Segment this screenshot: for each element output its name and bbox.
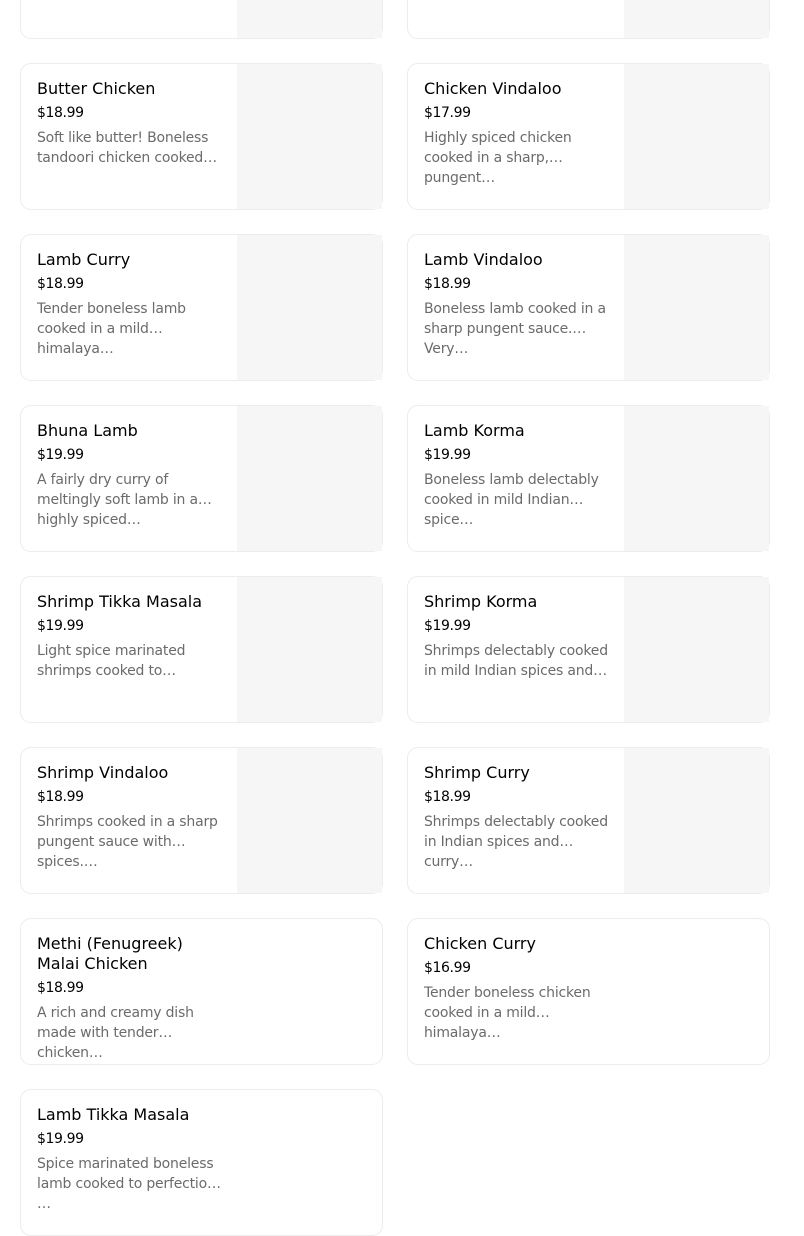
menu-item-title: Lamb Korma	[424, 421, 525, 440]
menu-item-card[interactable]	[20, 1089, 383, 1236]
menu-item-description: A fairly dry curry of meltingly soft lamb in a highly spiced…	[37, 472, 198, 528]
menu-item-card[interactable]	[20, 234, 383, 381]
menu-item-price: $17.99	[424, 105, 471, 121]
menu-item-price: $18.99	[37, 980, 84, 996]
menu-item-image	[237, 577, 382, 722]
menu-item-image	[237, 235, 382, 380]
menu-item-description: Shrimps delectably cooked in Indian spices and curry…	[424, 814, 608, 870]
menu-item-card[interactable]	[407, 576, 770, 723]
menu-item-image	[624, 406, 769, 551]
menu-item-price: $19.99	[424, 447, 471, 463]
menu-item-price: $19.99	[37, 447, 84, 463]
menu-item-title: Shrimp Tikka Masala	[37, 592, 203, 611]
menu-item-title: Lamb Vindaloo	[424, 250, 543, 269]
menu-item-title: Chicken Vindaloo	[424, 79, 562, 98]
menu-item-card[interactable]	[20, 0, 383, 39]
menu-item-card[interactable]	[20, 747, 383, 894]
menu-item-title: Shrimp Vindaloo	[37, 763, 169, 782]
menu-item-image	[237, 0, 382, 38]
menu-item-description: Soft like butter! Boneless tandoori chicken cooked…	[37, 130, 217, 166]
menu-item-image	[624, 748, 769, 893]
menu-item-card[interactable]	[407, 918, 770, 1065]
menu-item-card[interactable]	[407, 234, 770, 381]
menu-item-card[interactable]	[407, 747, 770, 894]
menu-item-card[interactable]	[407, 405, 770, 552]
menu-item-price: $16.99	[424, 960, 471, 976]
menu-item-card[interactable]	[407, 63, 770, 210]
menu-item-image	[624, 577, 769, 722]
menu-item-description: Boneless lamb cooked in a sharp pungent sauce. Very…	[424, 301, 606, 357]
menu-item-title: Methi (Fenugreek) Malai Chicken	[37, 934, 183, 973]
menu-item-description: Boneless lamb delectably cooked in mild Indian spice…	[424, 472, 599, 528]
menu-item-title: Bhuna Lamb	[37, 421, 138, 440]
menu-item-description: Shrimps delectably cooked in mild Indian spices and…	[424, 643, 608, 679]
menu-item-description: A rich and creamy dish made with tender chicken…	[37, 1005, 194, 1061]
menu-item-price: $18.99	[424, 276, 471, 292]
menu-item-title: Shrimp Korma	[424, 592, 538, 611]
menu-item-description: Highly spiced chicken cooked in a sharp, pungent…	[424, 130, 572, 186]
menu-item-price: $18.99	[424, 789, 471, 805]
menu-item-image	[237, 64, 382, 209]
menu-item-card[interactable]	[20, 63, 383, 210]
menu-item-description: Spice marinated boneless lamb cooked to perfection …	[37, 1156, 216, 1212]
menu-item-price: $18.99	[37, 789, 84, 805]
menu-item-card[interactable]	[20, 576, 383, 723]
menu-item-image	[624, 235, 769, 380]
menu-item-image	[624, 64, 769, 209]
menu-item-price: $19.99	[37, 1131, 84, 1147]
menu-item-description: Shrimps cooked in a sharp pungent sauce with spices.…	[37, 814, 218, 870]
menu-item-card[interactable]	[407, 0, 770, 39]
menu-item-card[interactable]	[20, 405, 383, 552]
menu-item-price: $19.99	[37, 618, 84, 634]
menu-item-image	[237, 406, 382, 551]
menu-item-title: Butter Chicken	[37, 79, 156, 98]
menu-item-title: Lamb Curry	[37, 250, 131, 269]
menu-item-card[interactable]	[20, 918, 383, 1065]
menu-item-price: $18.99	[37, 105, 84, 121]
menu-item-title: Chicken Curry	[424, 934, 536, 953]
menu-item-price: $19.99	[424, 618, 471, 634]
menu-item-title: Shrimp Curry	[424, 763, 530, 782]
menu-item-title: Lamb Tikka Masala	[37, 1105, 190, 1124]
menu-item-description: Light spice marinated shrimps cooked to…	[37, 643, 186, 679]
menu-item-image	[624, 0, 769, 38]
menu-item-description: Tender boneless lamb cooked in a mild himalaya…	[37, 301, 186, 357]
menu-item-price: $18.99	[37, 276, 84, 292]
menu-item-description: Tender boneless chicken cooked in a mild himalaya…	[424, 985, 591, 1041]
menu-item-image	[237, 748, 382, 893]
